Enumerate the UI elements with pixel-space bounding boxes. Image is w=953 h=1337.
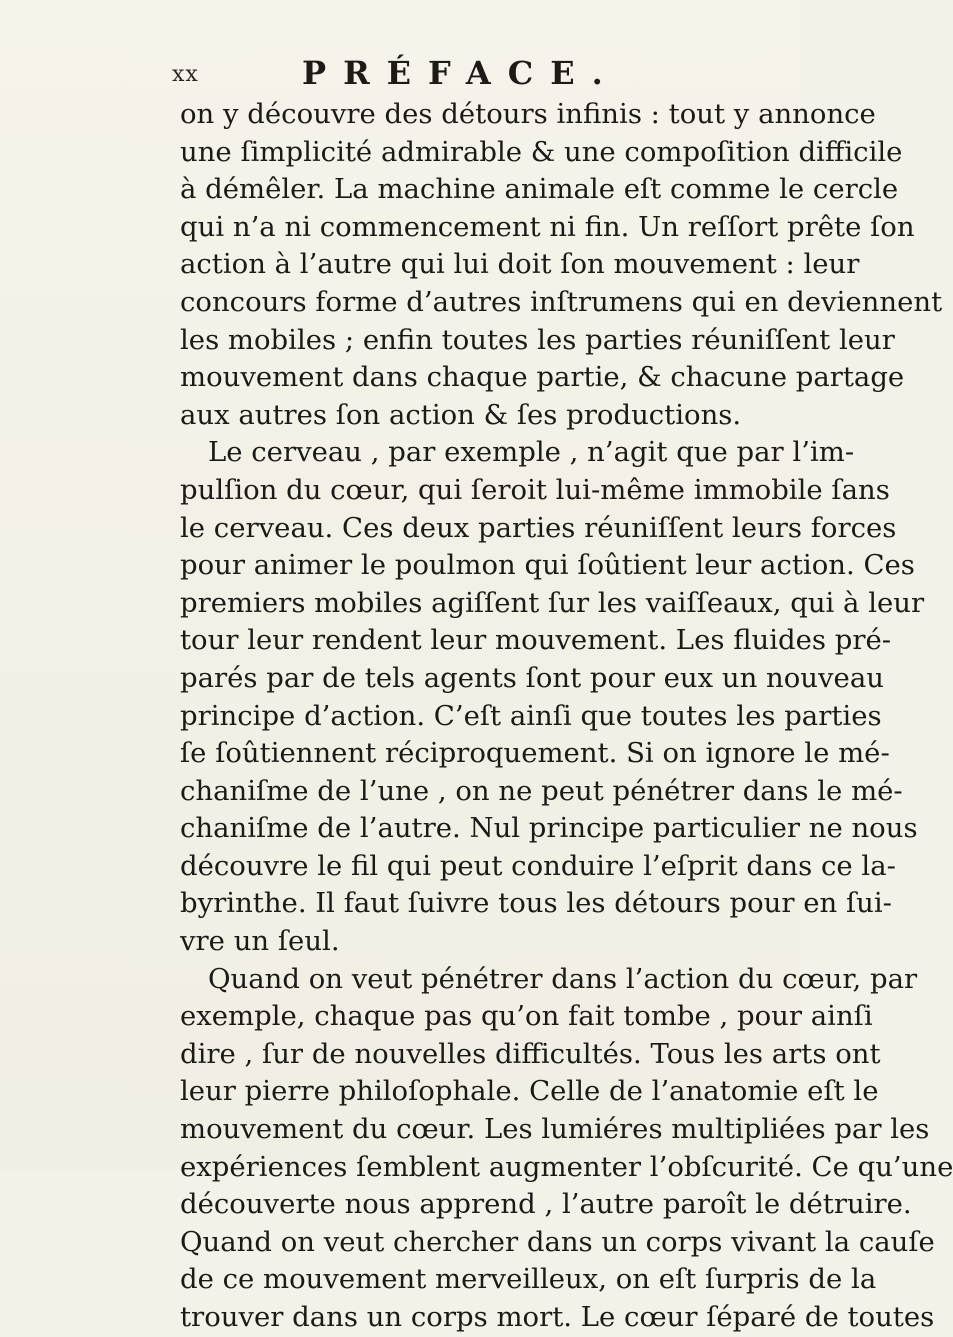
text-line: mouvement dans chaque partie, & chacune partage	[180, 361, 905, 394]
text-line: exemple, chaque pas qu’on fait tombe , pour ainſi	[180, 1000, 873, 1033]
text-line: leur pierre philoſophale. Celle de l’anatomie eſt le	[180, 1075, 879, 1108]
text-line: pour animer le poulmon qui ſoûtient leur action. Ces	[180, 549, 915, 582]
text-line: action à l’autre qui lui doit ſon mouvement : leur	[180, 248, 860, 281]
text-line: chaniſme de l’une , on ne peut pénétrer dans le mé-	[180, 774, 903, 807]
text-line: parés par de tels agents ſont pour eux un nouveau	[180, 661, 884, 694]
text-line: dire , ſur de nouvelles difficultés. Tous les arts ont	[180, 1037, 881, 1070]
text-line: pulſion du cœur, qui ſeroit lui-même immobile ſans	[180, 473, 890, 506]
text-line: Quand on veut pénétrer dans l’action du cœur, par	[208, 962, 918, 995]
text-line: découverte nous apprend , l’autre paroît le détruire.	[180, 1188, 912, 1221]
text-line: byrinthe. Il faut ſuivre tous les détours pour en ſui-	[180, 887, 892, 920]
text-line: vre un ſeul.	[180, 925, 340, 958]
text-line: premiers mobiles agiſſent ſur les vaiſſeaux, qui à leur	[180, 586, 925, 619]
text-line: on y découvre des détours infinis : tout y annonce	[180, 98, 876, 130]
text-line: Quand on veut chercher dans un corps vivant la cauſe	[180, 1225, 935, 1258]
text-line: aux autres ſon action & ſes productions.	[180, 398, 742, 431]
text-line: le cerveau. Ces deux parties réuniſſent leurs forces	[180, 511, 897, 544]
text-line: concours forme d’autres inſtrumens qui en deviennent	[180, 285, 943, 318]
text-line: les mobiles ; enfin toutes les parties réuniſſent leur	[180, 323, 895, 356]
text-line: qui n’a ni commencement ni fin. Un reſſort prête ſon	[180, 210, 915, 243]
text-line: ſe ſoûtiennent réciproquement. Si on ignore le mé-	[180, 737, 890, 770]
text-line: tour leur rendent leur mouvement. Les fluides pré-	[180, 624, 892, 657]
body-text	[180, 96, 953, 1337]
text-line: chaniſme de l’autre. Nul principe particulier ne nous	[180, 812, 918, 845]
text-line: expériences ſemblent augmenter l’obſcurité. Ce qu’une	[180, 1150, 953, 1183]
text-line: trouver dans un corps mort. Le cœur ſéparé de toutes	[180, 1301, 935, 1333]
running-title: PRÉFACE.	[302, 54, 620, 92]
text-line: mouvement du cœur. Les lumiéres multipliées par les	[180, 1113, 930, 1146]
text-line: principe d’action. C’eſt ainſi que toutes les parties	[180, 699, 882, 732]
text-line: de ce mouvement merveilleux, on eſt ſurpris de la	[180, 1263, 877, 1296]
text-line: une ſimplicité admirable & une compoſition difficile	[180, 135, 903, 168]
text-line: Le cerveau , par exemple , n’agit que par l’im-	[208, 436, 855, 469]
text-line: à démêler. La machine animale eſt comme le cercle	[180, 173, 899, 206]
running-head	[0, 56, 800, 96]
page-number: xx	[172, 62, 199, 87]
text-line: découvre le fil qui peut conduire l’eſprit dans ce la-	[180, 849, 896, 882]
